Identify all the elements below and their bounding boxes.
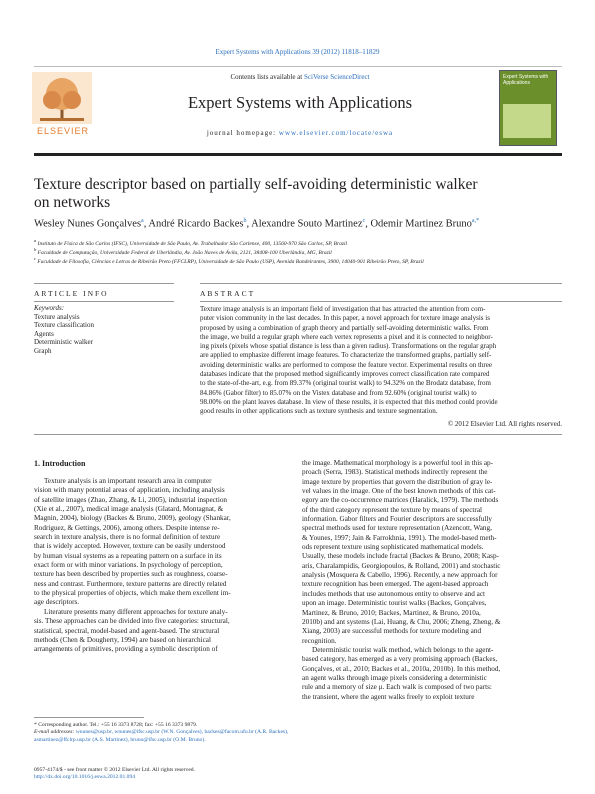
divider	[200, 283, 562, 284]
keyword: Texture analysis	[34, 312, 80, 321]
journal-title: Expert Systems with Applications	[187, 93, 413, 112]
email-links[interactable]: wnunes@usp.br, wnunes@ifsc.usp.br (W.N. Gonçalves), backes@facom.ufu.br (A.R. Backes), asmartinez@ffclrp.usp.br (A.S. Martinez), bruno@ifsc.usp.br (O.M. Bruno).	[34, 729, 289, 743]
keywords-label: Keywords:	[34, 304, 65, 312]
corresponding-author: * Corresponding author. Tel.: +55 16 3373 8728; fax: +55 16 3373 9879.	[34, 722, 198, 728]
abstract-text: Texture image analysis is an important field of investigation that has attracted the attention from com- puter vision community in the last decades. In this paper, a novel approach for texture image analysis is proposed by using a combination of graph theory and partially self-avoiding deterministic walks. From the image, we build a regular graph where each vertex represents a pixel and it is connected to neighbor- ing pixels (pixels whose spatial distance is less than a given radius). Transformations on the regular graph are applied to emphasize different image features. To characterize the transformed graphs, partially self- avoiding deterministic walks are performed to compose the feature vector. Experimental results on three databases indicate that the proposed method significantly improves correct classification rate compared to the state-of-the-art, e.g. from 89.37% (original tourist walk) to 94.32% on the Brodatz database, from 84.86% (Gabor filter) to 85.07% on the Vistex database and from 92.60% (original tourist walk) to 98.00% on the plant leaves database. In view of these results, it is expected that this method could provide good results in other applications such as texture synthesis and texture segmentation.	[200, 305, 498, 416]
divider	[200, 301, 562, 302]
author-list: Wesley Nunes Gonçalves$^a$, André Ricardo Backes$^b$, Alexandre Souto Martinez$^c$, Odemir Martinez Bruno$^{a,*}$	[34, 218, 480, 230]
footnote	[34, 722, 294, 744]
divider	[34, 301, 174, 302]
affiliation: $^a$ Instituto de Física de São Carlos (IFSC), Universidade de São Paulo, Av. Trabalhador São Carlense, 400, 13560-970 São Carlos, SP, Brazil	[34, 238, 348, 247]
contents-line	[120, 73, 480, 81]
author-affil-sup[interactable]: a	[141, 218, 144, 224]
doi-link[interactable]: http://dx.doi.org/10.1016/j.eswa.2012.01.094	[34, 774, 136, 781]
contents-prefix: Contents lists available at	[230, 73, 304, 81]
cover-image	[503, 104, 551, 138]
elsevier-tree-logo	[32, 72, 92, 134]
journal-homepage	[160, 129, 440, 137]
journal-reference[interactable]: Expert Systems with Applications 39 (2012) 11818–11829	[215, 48, 380, 56]
cover-title: Expert Systems with Applications	[503, 74, 549, 86]
author-name: Odemir Martinez Bruno	[370, 218, 472, 230]
divider	[34, 434, 562, 435]
keyword: Graph	[34, 346, 52, 355]
homepage-link[interactable]: www.elsevier.com/locate/eswa	[278, 129, 394, 137]
title-line-2: on networks	[34, 194, 111, 211]
abstract-heading: ABSTRACT	[200, 289, 256, 298]
page-footer	[34, 767, 294, 782]
author-name: Alexandre Souto Martinez	[251, 218, 363, 230]
keywords-block	[34, 304, 164, 355]
email-addresses: E-mail addresses: wnunes@usp.br, wnunes@ifsc.usp.br (W.N. Gonçalves), backes@facom.ufu.br (A.R. Backes), asmartinez@ffclrp.usp.br (A.S. Martinez), bruno@ifsc.usp.br (O.M. Bruno).	[34, 729, 289, 743]
author-affil-sup[interactable]: a,*	[471, 218, 480, 224]
author-name: André Ricardo Backes	[148, 218, 244, 230]
author-name: Wesley Nunes Gonçalves	[34, 218, 142, 230]
keyword: Deterministic walker	[34, 338, 93, 346]
keyword: Texture classification	[34, 321, 94, 329]
affiliation: $^b$ Faculdade de Computação, Universidade Federal de Uberlândia, Av. João Naves de Ávila, 2121, 38408-100 Uberlândia, MG, Brazil	[34, 247, 332, 256]
publisher-name: ELSEVIER	[36, 126, 90, 136]
homepage-prefix: journal homepage:	[206, 129, 279, 137]
author-affil-sup[interactable]: b	[243, 218, 247, 224]
copyright: © 2012 Elsevier Ltd. All rights reserved.	[447, 420, 562, 428]
issn-line: 0957-4174/$ - see front matter © 2012 Elsevier Ltd. All rights reserved.	[34, 767, 195, 773]
author-affil-sup[interactable]: c	[362, 218, 366, 224]
keyword: Agents	[34, 329, 54, 338]
article-info-heading: ARTICLE INFO	[34, 289, 109, 298]
sciencedirect-link[interactable]: SciVerse ScienceDirect	[304, 73, 370, 81]
section-heading: 1. Introduction	[34, 459, 86, 468]
footnote-divider	[34, 717, 144, 718]
left-column: Texture analysis is an important research area in computer vision with many potential areas of application, including analysis of satellite images (Zhao, Zhang, & Li, 2005), industrial inspection (Xie et al., 2007), medical image analysis (Glatard, Montagnat, & Magnin, 2004), biology (Backes & Bruno, 2009), geology (Shankar, Rodriguez, & Gettings, 2006), among others. Despite intense re- search in texture analysis, there is no formal definition of texture that is widely accepted. However, texture can be easily understood by human visual systems as a repeating pattern on a surface in its exact form or with minor variations. In psychology of perception, texture has been described by properties such as roughness, coarse- ness and contrast. Furthermore, texture patterns are directly related to the physical properties of objects, which make them excellent im- age descriptors. Literature presents many different approaches for texture analy- sis. These approaches can be divided into five categories: structural, statistical, spectral, model-based and agent-based. The structural methods (Chen & Dougherty, 1994) are based on hierarchical arrangements of primitives, providing a symbolic description of	[34, 477, 231, 654]
article-title	[34, 176, 544, 212]
divider	[34, 283, 174, 284]
title-line-1: Texture descriptor based on partially self-avoiding deterministic walker	[34, 176, 478, 193]
affiliation: $^c$ Faculdade de Filosofia, Ciências e Letras de Ribeirão Preto (FFCLRP), Universidade de São Paulo (USP), Avenida Bandeirantes, 3900, 14040-901 Ribeirão Preto, SP, Brazil	[34, 256, 424, 265]
right-column: the image. Mathematical morphology is a powerful tool in this ap- proach (Serra, 1983). Statistical methods indirectly represent the image texture by properties that govern the distribution of gray le- vel values in the image. One of the best known methods of this cat- egory are the co-occurrence matrices (Haralick, 1979). The methods of the third category represent the texture by means of spectral information. Gabor filters and Fourier descriptors are successfully spectral methods used for texture representation (Azencott, Wang, & Younes, 1997; Jain & Farrokhnia, 1991). The model-based meth- ods represent texture using sophisticated mathematical models. Usually, these models include fractal (Backes & Bruno, 2008; Kasp- aris, Charalampidis, Georgiopoulos, & Rolland, 2001) and stochastic analysis (Mosquera & Cabello, 1996). Recently, a new approach for texture recognition has been emerged. The agent-based approach includes methods that use autonomous entity to observe and act upon an image. Deterministic tourist walks (Backes, Gonçalves, Martinez, & Bruno, 2010; Backes, Martinez, & Bruno, 2010a, 2010b) and ant systems (Lai, Huang, & Chu, 2006; Zheng, Zheng, & Xiang, 2003) are successful methods for texture modeling and recognition. Deterministic tourist walk method, which belongs to the agent- based category, has emerged as a very promising approach (Backes, Gonçalves, et al., 2010; Backes et al., 2010a, 2010b). In this method, an agent walks through image pixels considering a deterministic rule and a memory of size μ. Each walk is composed of two parts: the transient, where the agent walks freely to exploit texture	[302, 459, 501, 701]
